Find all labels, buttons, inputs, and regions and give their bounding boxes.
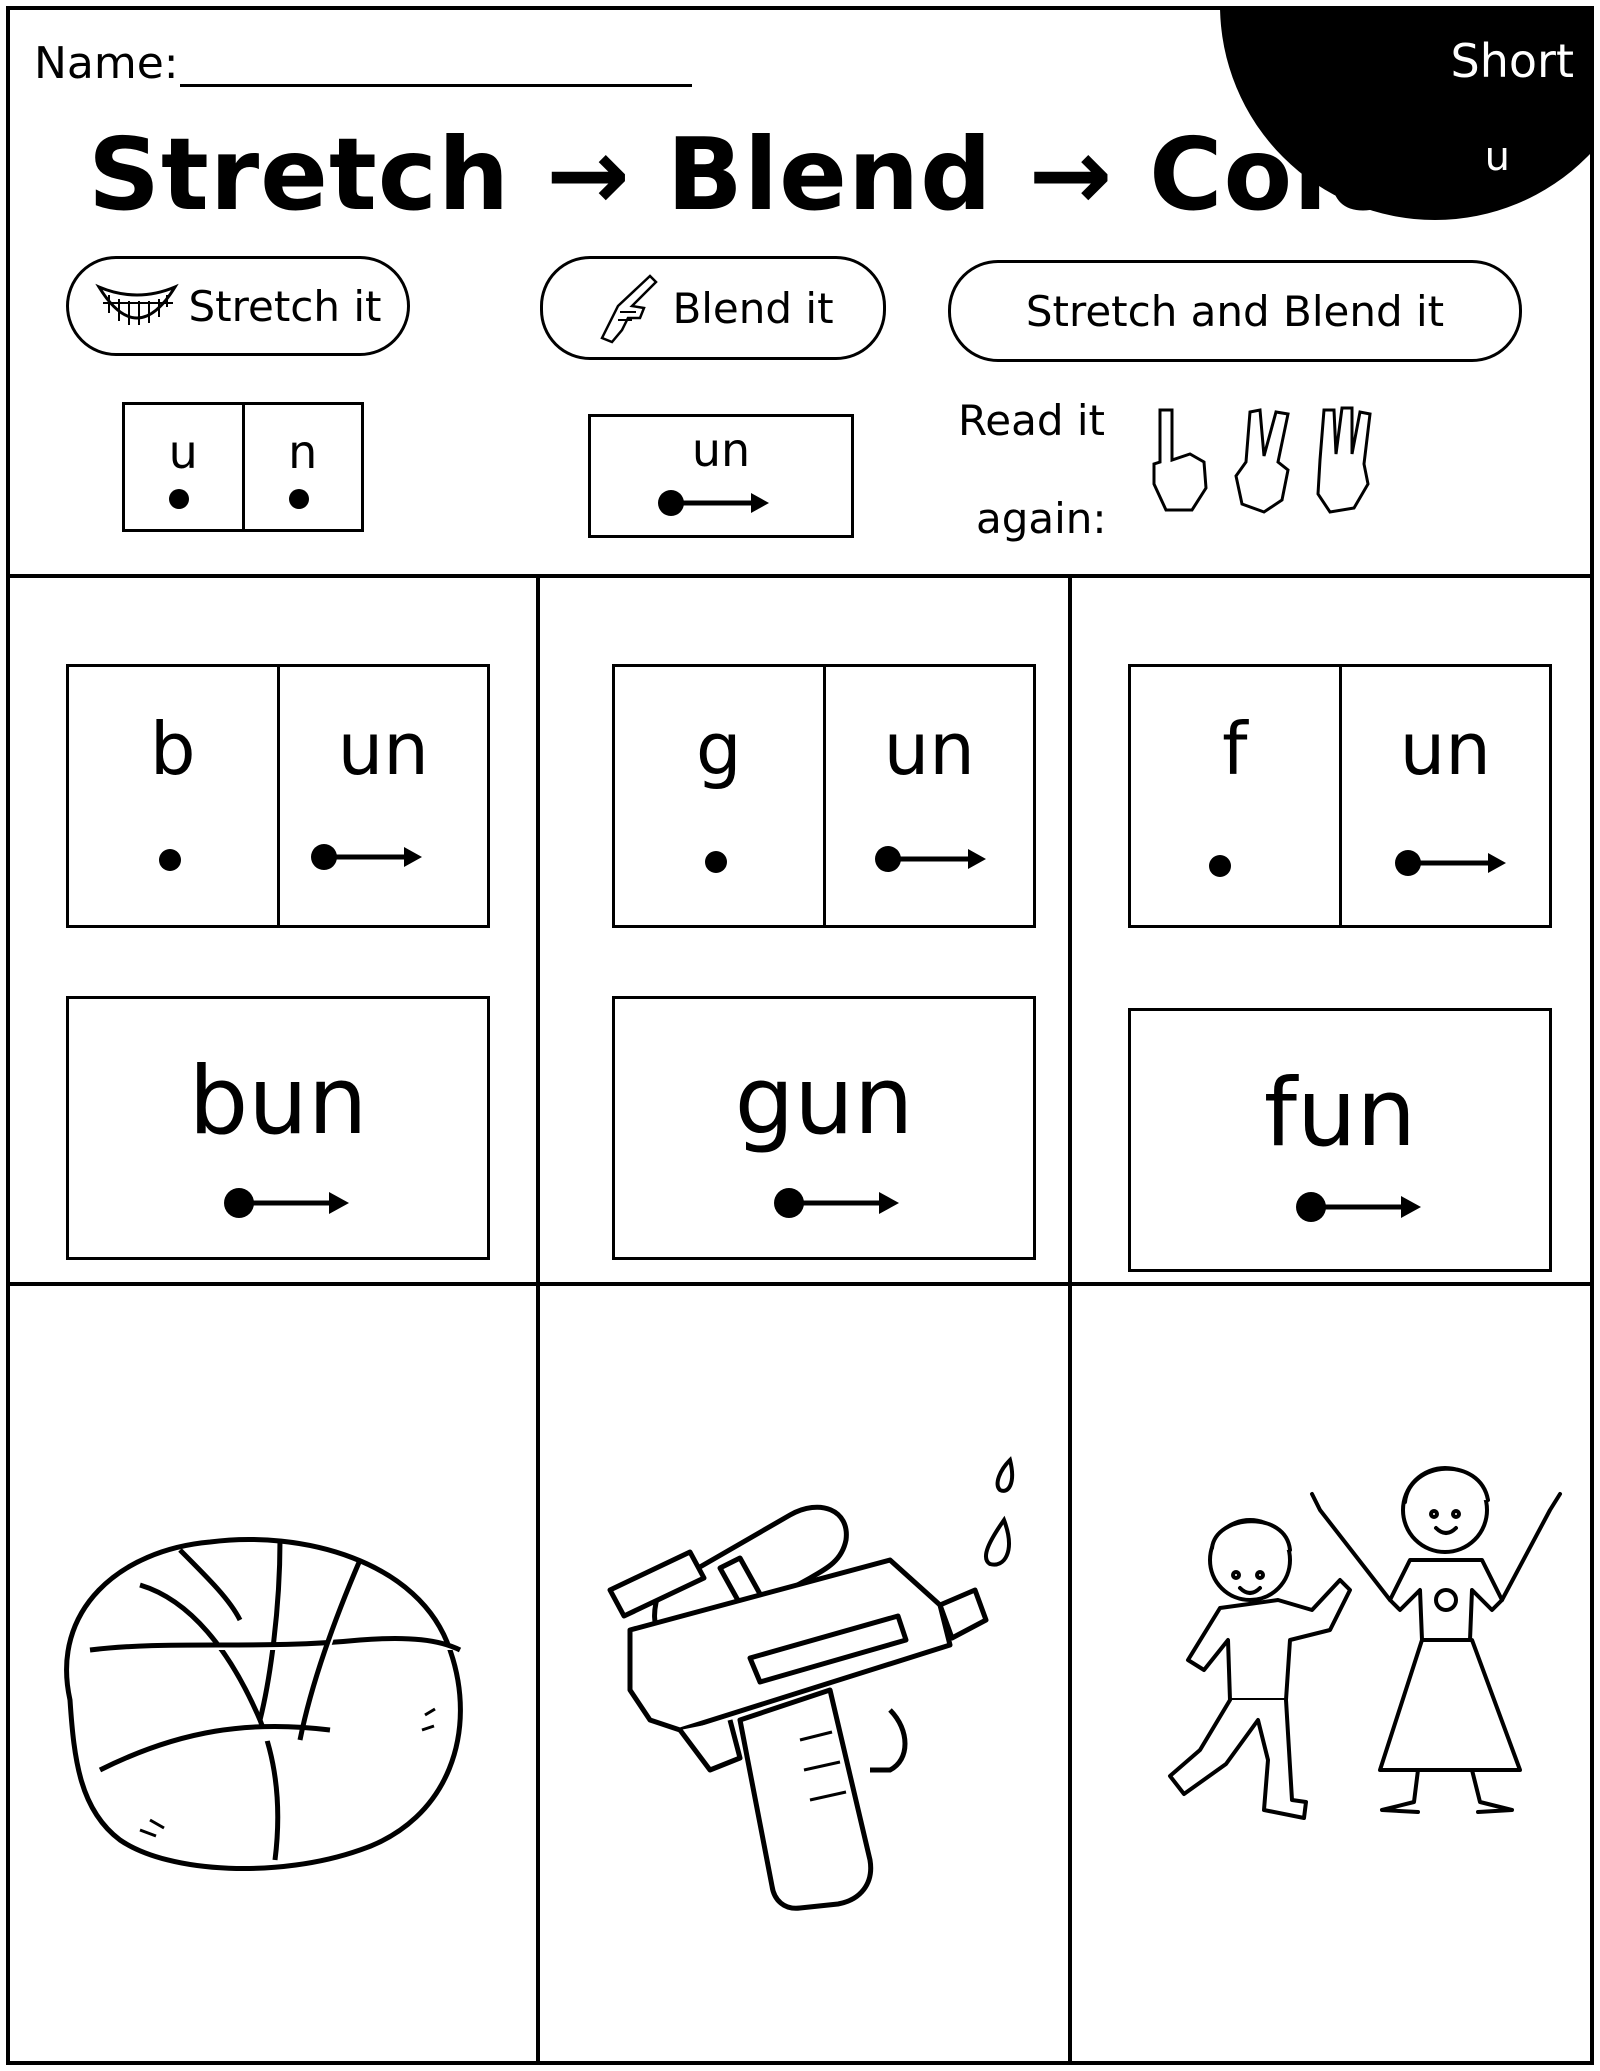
sound-dot [159, 849, 181, 871]
example-blend-text: un [691, 423, 751, 477]
stretch-and-blend-pill [948, 260, 1522, 362]
rime-letters: un [337, 707, 429, 791]
stretch-and-blend-label: Stretch and Blend it [1025, 286, 1445, 336]
blend-arrow-icon [221, 1183, 351, 1223]
smile-icon [95, 279, 179, 333]
corner-badge-line1: Short [1450, 34, 1574, 88]
grid-divider [1068, 574, 1072, 2065]
grid-divider [10, 1282, 1594, 1286]
word-box [1128, 1008, 1552, 1272]
blend-arrow-icon [655, 485, 771, 521]
blend-arrow-icon [1392, 845, 1508, 881]
blended-word: fun [1263, 1059, 1417, 1168]
page-title: Stretch → Blend → Color [88, 116, 1449, 233]
segment-box [612, 664, 1036, 928]
example-segment [242, 405, 362, 529]
example-segment [125, 405, 242, 529]
onset-letter: b [149, 707, 196, 791]
onset-cell [69, 667, 277, 925]
segment-box [1128, 664, 1552, 928]
onset-cell [1131, 667, 1339, 925]
sound-dot [169, 489, 189, 509]
grid-divider [536, 574, 540, 2065]
rime-cell [277, 667, 488, 925]
rime-cell [1339, 667, 1550, 925]
rime-letters: un [883, 707, 975, 791]
name-label: Name: [34, 38, 179, 89]
blend-arrow-icon [872, 841, 988, 877]
example-segment-letter: n [288, 425, 318, 479]
read-it-label: Read it [958, 396, 1106, 445]
word-box [612, 996, 1036, 1260]
word-box [66, 996, 490, 1260]
blended-word: gun [734, 1047, 914, 1156]
bread-bun-picture[interactable] [30, 1490, 480, 1890]
name-field[interactable] [180, 84, 692, 87]
onset-letter: f [1222, 707, 1248, 791]
onset-letter: g [695, 707, 742, 791]
water-gun-picture[interactable] [570, 1440, 1050, 1960]
pointing-hand-icon [592, 268, 662, 348]
blend-it-pill [540, 256, 886, 360]
blended-word: bun [188, 1047, 368, 1156]
sound-dot [289, 489, 309, 509]
example-segment-box [122, 402, 364, 532]
worksheet [6, 6, 1594, 2065]
onset-cell [615, 667, 823, 925]
kids-playing-picture[interactable] [1100, 1430, 1580, 1850]
again-label: again: [976, 494, 1107, 543]
stretch-it-label: Stretch it [188, 281, 382, 331]
rime-cell [823, 667, 1034, 925]
blend-arrow-icon [771, 1183, 901, 1223]
example-segment-letter: u [168, 425, 198, 479]
blend-it-label: Blend it [672, 283, 834, 333]
sound-dot [1209, 855, 1231, 877]
corner-badge-line2: u [1484, 134, 1510, 180]
stretch-it-pill [66, 256, 410, 356]
rime-letters: un [1399, 707, 1491, 791]
counting-fingers-icon [1146, 404, 1382, 516]
blend-arrow-icon [308, 839, 424, 875]
segment-box [66, 664, 490, 928]
sound-dot [705, 851, 727, 873]
example-blend-box [588, 414, 854, 538]
blend-arrow-icon [1293, 1187, 1423, 1227]
grid-divider [10, 574, 1594, 578]
